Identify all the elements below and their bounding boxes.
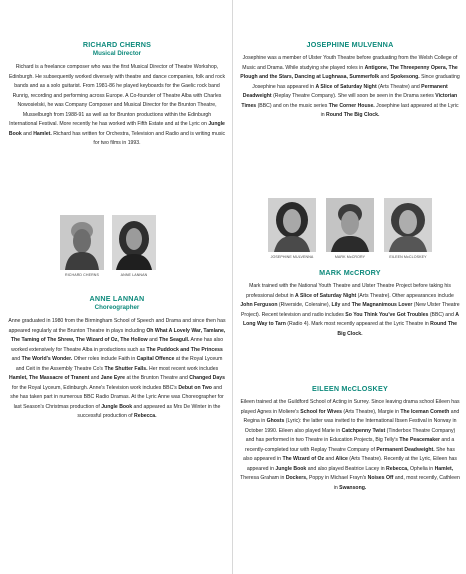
title-run: Rebecca, [386, 465, 409, 472]
portrait-cherns-image [60, 215, 104, 270]
lannan-section [8, 294, 226, 422]
text-run: and appeared as Mrs De Winter in the successful production of [77, 403, 221, 420]
caption-mccrory: MARK McCRORY [334, 255, 366, 259]
photo-mccrory [326, 198, 374, 259]
text-run: and also played Beatrice Lacey in [306, 465, 386, 472]
cherns-section [8, 40, 226, 149]
title-run: The Puddock and The Princess [146, 346, 223, 353]
title-run: Jungle Book [275, 465, 307, 472]
title-run: Rebecca. [134, 413, 157, 420]
title-run: The Iceman Cometh [400, 408, 450, 415]
text-run: Richard has written for Orchestra, Television and Radio and is writing music for two films in 1993. [51, 130, 226, 147]
text-run: Since graduating Josephine has appeared in [252, 74, 460, 90]
text-run: Mark trained with the National Youth Theatre and Ulster Theatre Project before taking his professional debut in [246, 283, 451, 299]
cherns-role: Musical Director [92, 50, 142, 57]
lannan-role: Choreographer [94, 304, 140, 311]
text-run: and [89, 375, 101, 382]
title-run: Round The Big Clock. [337, 321, 457, 337]
text-run: She has also appeared in [243, 446, 455, 463]
text-run: and Regina in [243, 408, 460, 425]
caption-mccloskey: EILEEN McCLOSKEY [389, 255, 427, 259]
title-run: Jungle Book [101, 403, 133, 410]
mccloskey-bio [240, 398, 460, 493]
title-run: A Slice of Saturday Night [295, 292, 357, 299]
title-run: Hamlet, [434, 465, 454, 472]
mccloskey-section [240, 384, 460, 493]
text-run: and [147, 337, 160, 344]
title-run: Lily [331, 302, 341, 309]
title-run: Changed Days [189, 375, 225, 382]
page-divider [232, 0, 233, 574]
text-run: (Arts Theatre). Other appearances include [356, 292, 454, 299]
lannan-name: ANNE LANNAN [89, 294, 145, 303]
text-run: at the Royal Lyceum and Ceit in the Assembly Theatre Co's [15, 356, 223, 372]
title-run: Hamlet, The Massacre of Tranent [9, 375, 90, 382]
title-run: Spokesong. [390, 74, 420, 81]
text-run: (Replay Theatre Company). She will soon be seen in the Drama series [271, 93, 436, 100]
photo-cherns [60, 215, 104, 277]
title-run: Ghosts [266, 418, 285, 425]
title-run: The Shutter Falls. [104, 365, 148, 372]
title-run: The Corner House. [328, 102, 375, 109]
title-run: Round The Big Clock. [326, 112, 380, 119]
title-run: The Seagull. [159, 337, 190, 344]
cherns-name: RICHARD CHERNS [82, 40, 152, 49]
text-run: Ophelia in [408, 465, 435, 472]
title-run: Permanent Deadweight. [376, 446, 435, 453]
title-run: Jungle Book [8, 121, 225, 137]
title-run: School for Wives [300, 408, 342, 415]
text-run: (Arts Theatre) and [376, 83, 422, 90]
photo-mccloskey [384, 198, 432, 259]
cherns-bio [8, 63, 226, 149]
title-run: Permanent Deadweight [242, 83, 448, 100]
text-run: and [324, 456, 336, 463]
title-run: The Magnanimous Lover [351, 302, 413, 309]
mulvenna-section [240, 40, 460, 121]
text-run: (Tinderbox Theatre Company) and has performed in two Theatre in Education Projects, Big Telly's [245, 427, 456, 444]
text-run: and [21, 130, 34, 137]
portrait-mccrory-image [326, 198, 374, 252]
text-run: Anne has also worked extensively for Theatre Alba in productions such as [11, 337, 224, 353]
title-run: Catchpenny Twist [341, 427, 386, 434]
text-run: and [379, 74, 391, 81]
text-run: (Radio 4). Mark most recently appeared at the Lyric Theatre in [285, 321, 431, 328]
text-run: and [11, 356, 22, 363]
title-run: Oh What A Lovely War, Tamlane, The Taming of The Shrew, The Wizard of Oz, The Hollow [10, 327, 226, 344]
text-run: Richard is a freelance composer who was the first Musical Director of Theatre Workshop, Edinburgh. He subsequently worked diversely with theatre and dance companies, folk and rock bands and as a solo guitarist. From 1981-86 he played keyboards for the Gaelic rock band Runrig, recording and performing across Europe. A Co-founder of Theatre Alba with Charles Nowosielski, he was Company Composer and Musical Director for the Brunton Theatre, Musselburgh from 1988-91 as well as for Brunton productions within the Edinburgh International Festival. More recently he has worked with Fifth Estate and at the Lyric on [8, 64, 226, 128]
mccrory-bio [240, 282, 460, 339]
text-run: and she has taken part in numerous BBC Radio Dramas. At the Lyric Anne was Choreographer for last Season's Christmas production of [10, 384, 224, 410]
title-run: Jane Eyre [100, 375, 126, 382]
left-photos [60, 215, 156, 277]
title-run: Noises Off [367, 475, 394, 482]
text-run: (Riverside, Coleraine), [277, 302, 332, 309]
caption-lannan: ANNE LANNAN [120, 273, 148, 277]
title-run: Hamlet. [33, 130, 52, 137]
caption-mulvenna: JOSEPHINE MULVENNA [270, 255, 314, 259]
photo-mulvenna [268, 198, 316, 259]
caption-cherns: RICHARD CHERNS [65, 273, 99, 277]
title-run: A Slice of Saturday Night [315, 83, 377, 90]
text-run: Poppy in Michael Frayn's [307, 475, 368, 482]
mulvenna-bio [240, 54, 460, 121]
title-run: So You Think You've Got Troubles [345, 311, 429, 318]
title-run: Antigone, The Threepenny Opera, The Plough and the Stars, Dancing at Lughnasa, Summerfolk [240, 64, 458, 81]
title-run: The Wizard of Oz [282, 456, 325, 463]
title-run: Capital Offence [136, 356, 175, 363]
text-run: Eileen trained at the Guildford School of Acting in Surrey. Since leaving drama school Eileen has played Agnes in Moliere's [240, 399, 460, 415]
portrait-mulvenna-image [268, 198, 316, 252]
text-run: (New Ulster Theatre Project). Recent television and radio includes [241, 302, 460, 318]
text-run: Her most recent work includes [147, 365, 219, 372]
text-run: Theresa Graham in [240, 475, 286, 482]
text-run: (Lyric): the latter was invited to the International Ibsen Festival in Norway in October 1990. Eileen also played Marie in [244, 418, 457, 434]
text-run: Anne graduated in 1980 from the Birmingham School of Speech and Drama and since then has appeared regularly at the Brunton Theatre in plays including [8, 318, 226, 334]
mulvenna-name: JOSEPHINE MULVENNA [306, 40, 394, 49]
photo-lannan [112, 215, 156, 277]
text-run: Josephine last appeared at the Lyric in [320, 102, 459, 119]
text-run: and a recently-completed tour with Replay Theatre Company of [245, 437, 455, 453]
mccrory-name: MARK McCRORY [319, 268, 381, 277]
text-run: and [340, 302, 352, 309]
portrait-mccloskey-image [384, 198, 432, 252]
title-run: Dockers, [285, 475, 308, 482]
title-run: John Ferguson [240, 302, 278, 309]
title-run: Debut on Two [178, 384, 212, 391]
text-run: Josephine was a member of Ulster Youth Theatre before graduating from the Welsh College of Music and Drama. While studying she played roles in [242, 55, 458, 71]
text-run: (BBC) and [428, 311, 456, 318]
lannan-bio [8, 317, 226, 422]
title-run: Swansong. [339, 484, 367, 491]
title-run: Victorian Times [241, 93, 458, 109]
title-run: The Peacemaker [399, 437, 440, 444]
title-run: Alice [335, 456, 348, 463]
mccrory-section [240, 268, 460, 339]
text-run: for the Royal Lyceum, Edinburgh. Anne's Television work includes BBC's [12, 384, 179, 391]
text-run: (Arts Theatre). Recently at the Lyric, Eileen has appeared in [246, 456, 457, 472]
text-run: Other roles include Faith in [72, 356, 137, 363]
text-run: and, most recently, Cathleen in [333, 475, 460, 491]
title-run: A Long Way to Tarn [243, 311, 459, 328]
title-run: The World's Wonder. [21, 356, 73, 363]
text-run: at the Brunton Theatre and [125, 375, 190, 382]
mccloskey-name: EILEEN McCLOSKEY [312, 384, 388, 393]
text-run: (BBC) and on the music series [256, 102, 329, 109]
text-run: (Arts Theatre), Margie in [341, 408, 401, 415]
portrait-lannan-image [112, 215, 156, 270]
right-photos [268, 198, 432, 259]
